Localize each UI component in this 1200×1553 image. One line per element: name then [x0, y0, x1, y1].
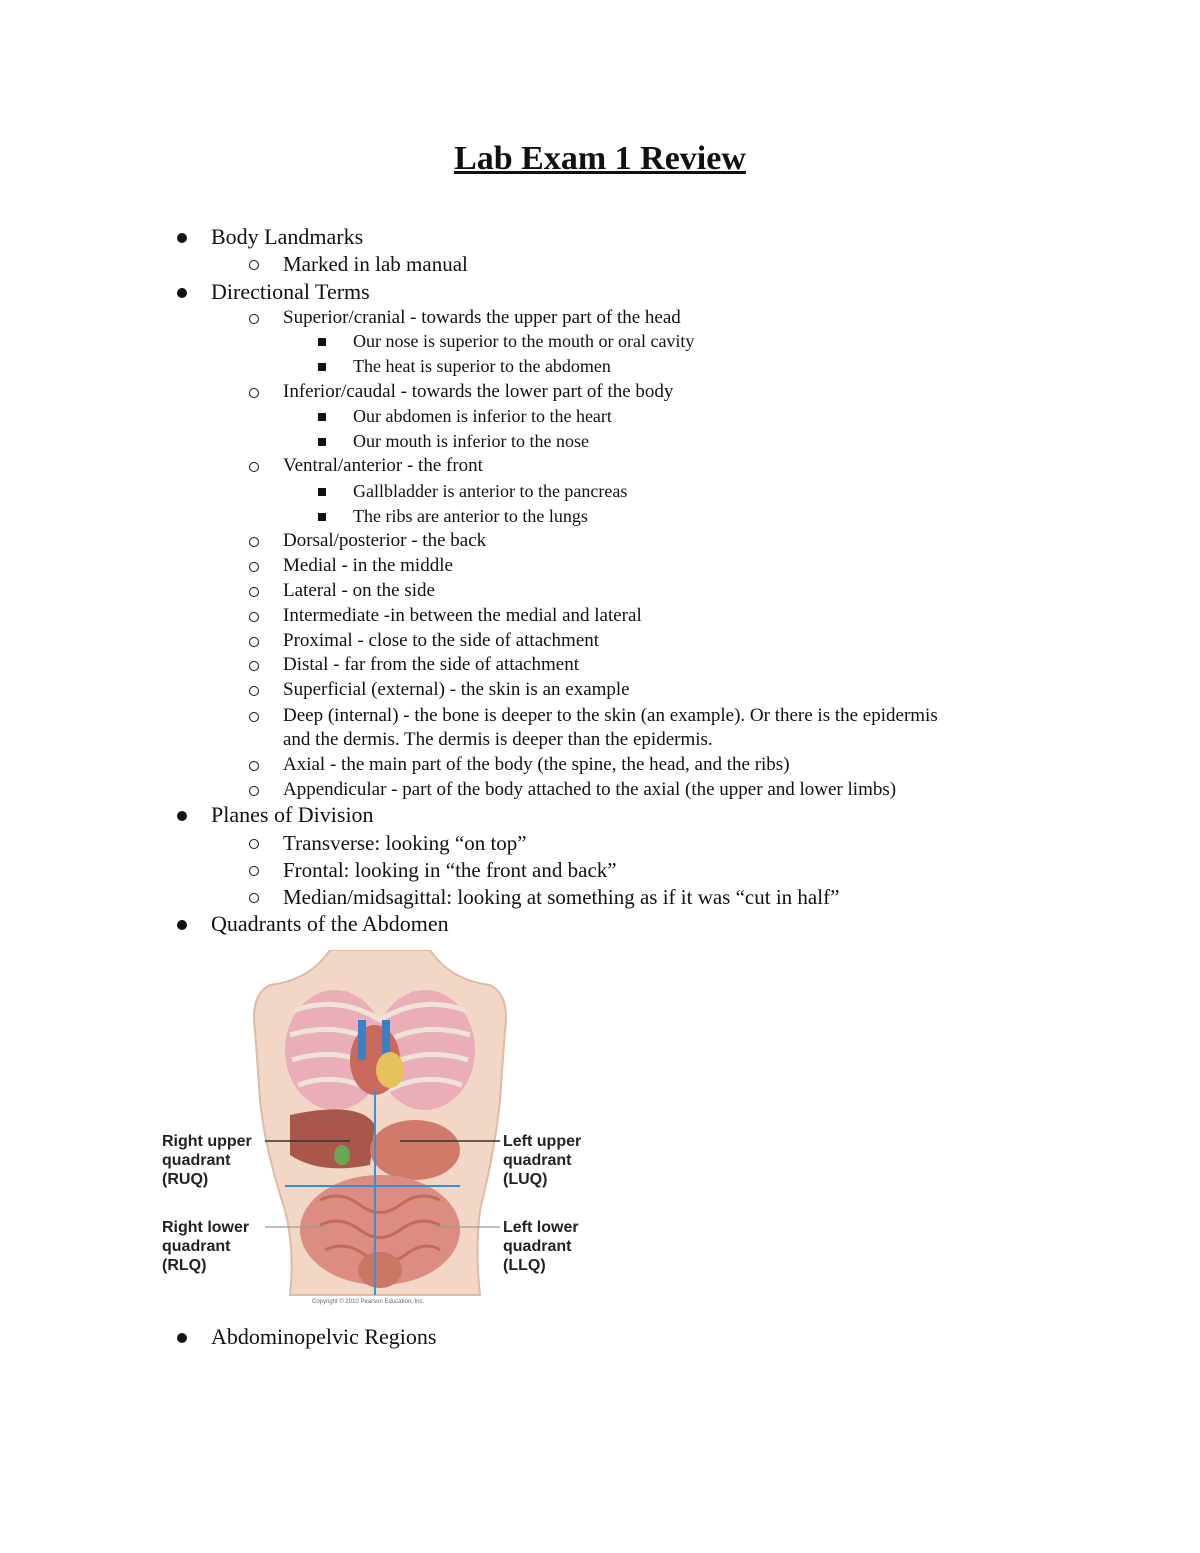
list-item: Our mouth is inferior to the nose	[353, 431, 589, 451]
list-item: Our nose is superior to the mouth or oral cavity	[353, 331, 695, 351]
sub-bullet	[249, 866, 259, 876]
section-heading-regions: Abdominopelvic Regions	[211, 1324, 437, 1349]
section-heading-planes: Planes of Division	[211, 802, 374, 827]
bullet	[177, 920, 187, 930]
list-item: Medial - in the middle	[283, 555, 453, 576]
square-bullet	[318, 338, 326, 346]
list-item: Inferior/caudal - towards the lower part of the body	[283, 381, 674, 402]
list-item: Intermediate -in between the medial and lateral	[283, 605, 642, 626]
bullet	[177, 288, 187, 298]
sub-bullet	[249, 686, 259, 696]
label-ruq: Right upper quadrant (RUQ)	[162, 1133, 252, 1188]
list-item: Distal - far from the side of attachment	[283, 654, 579, 675]
list-item: Lateral - on the side	[283, 580, 435, 601]
list-item: Transverse: looking “on top”	[283, 831, 527, 855]
list-item: Superficial (external) - the skin is an example	[283, 679, 630, 700]
list-item: Dorsal/posterior - the back	[283, 530, 487, 551]
abdomen-quadrants-figure	[160, 950, 600, 1310]
section-heading-landmarks: Body Landmarks	[211, 224, 364, 249]
list-item: The heat is superior to the abdomen	[353, 356, 611, 376]
section-heading-quadrants: Quadrants of the Abdomen	[211, 911, 449, 936]
list-item: Appendicular - part of the body attached to the axial (the upper and lower limbs)	[283, 779, 897, 800]
list-item: The ribs are anterior to the lungs	[353, 506, 588, 526]
label-rlq: Right lower quadrant (RLQ)	[162, 1219, 250, 1274]
sub-bullet	[249, 839, 259, 849]
sub-bullet	[249, 786, 259, 796]
sub-bullet	[249, 612, 259, 622]
sub-bullet	[249, 260, 259, 270]
sub-bullet	[249, 314, 259, 324]
square-bullet	[318, 438, 326, 446]
list-item-continuation: and the dermis. The dermis is deeper than the epidermis.	[283, 729, 713, 750]
list-item: Our abdomen is inferior to the heart	[353, 406, 612, 426]
list-item: Gallbladder is anterior to the pancreas	[353, 481, 628, 501]
list-item: Median/midsagittal: looking at something as if it was “cut in half”	[283, 885, 840, 909]
bullet	[177, 233, 187, 243]
bullet	[177, 811, 187, 821]
sub-bullet	[249, 537, 259, 547]
sub-bullet	[249, 587, 259, 597]
document-title: Lab Exam 1 Review	[454, 140, 746, 177]
list-item: Marked in lab manual	[283, 252, 468, 276]
square-bullet	[318, 488, 326, 496]
sub-bullet	[249, 637, 259, 647]
list-item: Proximal - close to the side of attachment	[283, 630, 600, 651]
square-bullet	[318, 413, 326, 421]
sub-bullet	[249, 462, 259, 472]
section-heading-directional: Directional Terms	[211, 279, 370, 304]
square-bullet	[318, 513, 326, 521]
sub-bullet	[249, 893, 259, 903]
list-item: Axial - the main part of the body (the spine, the head, and the ribs)	[283, 754, 790, 775]
list-item: Ventral/anterior - the front	[283, 455, 483, 476]
square-bullet	[318, 363, 326, 371]
label-llq: Left lower quadrant (LLQ)	[503, 1219, 579, 1274]
list-item: Frontal: looking in “the front and back”	[283, 858, 617, 882]
sub-bullet	[249, 562, 259, 572]
sub-bullet	[249, 388, 259, 398]
bullet	[177, 1333, 187, 1343]
sub-bullet	[249, 712, 259, 722]
list-item: Superior/cranial - towards the upper part of the head	[283, 307, 681, 328]
sub-bullet	[249, 761, 259, 771]
sub-bullet	[249, 661, 259, 671]
figure-copyright: Copyright © 2010 Pearson Education, Inc.	[312, 1299, 425, 1305]
list-item: Deep (internal) - the bone is deeper to the skin (an example). Or there is the epidermis	[283, 705, 938, 726]
label-luq: Left upper quadrant (LUQ)	[503, 1133, 582, 1188]
